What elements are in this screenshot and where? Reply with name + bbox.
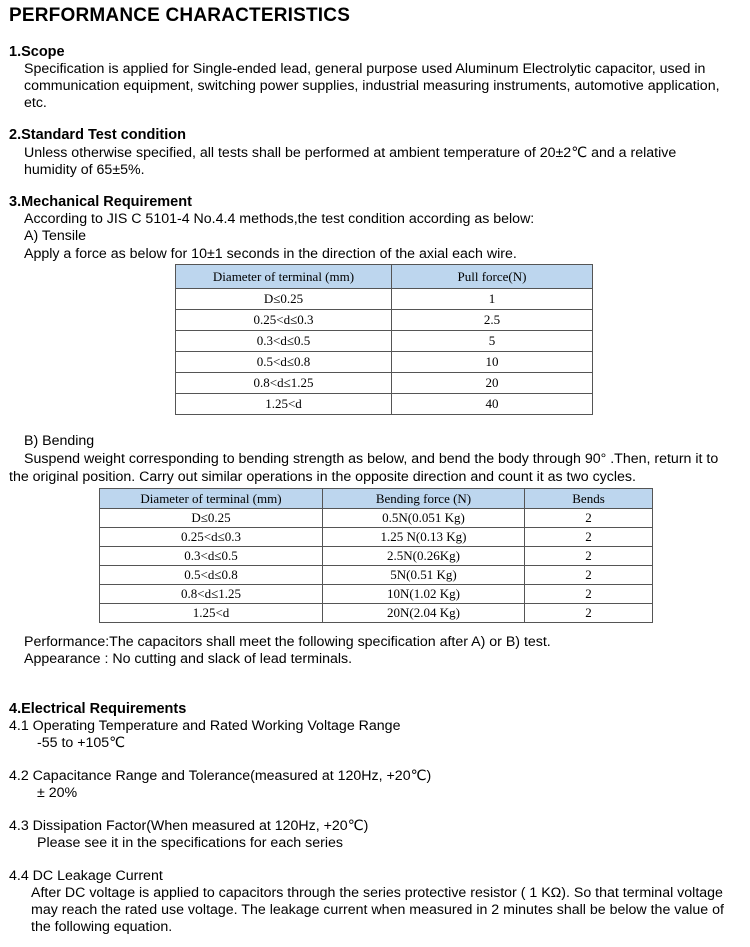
table-cell: 0.3<d≤0.5 [176, 331, 392, 352]
table-cell: 0.3<d≤0.5 [100, 547, 323, 566]
capacitance-value: ± 20% [37, 785, 78, 801]
table-row [100, 604, 653, 623]
table-row [176, 289, 593, 310]
table-row [176, 331, 593, 352]
leakage-title: 4.4 DC Leakage Current [9, 868, 163, 884]
table-cell: 2 [525, 566, 653, 585]
operating-temp-value: -55 to +105℃ [37, 735, 126, 751]
table-row [176, 394, 593, 415]
table-cell: 2 [525, 547, 653, 566]
table-cell: 40 [392, 394, 593, 415]
table-cell: 10 [392, 352, 593, 373]
table-cell: 0.5<d≤0.8 [100, 566, 323, 585]
table-cell: 0.5<d≤0.8 [176, 352, 392, 373]
leakage-text-line: the following equation. [31, 919, 173, 935]
table-row [176, 373, 593, 394]
table-row [100, 585, 653, 604]
leakage-text-line: After DC voltage is applied to capacitors through the series protective resistor ( 1 KΩ). So that terminal voltage [31, 885, 723, 901]
table-cell: D≤0.25 [176, 289, 392, 310]
test-condition-heading: 2.Standard Test condition [9, 127, 186, 143]
table-row [176, 352, 593, 373]
bending-table [99, 488, 653, 623]
bending-text-line: the original position. Carry out similar operations in the opposite direction and count it as two cycles. [9, 469, 636, 485]
bending-text-line: Suspend weight corresponding to bending strength as below, and bend the body through 90° .Then, return it to [24, 451, 719, 467]
table-header-cell: Bends [525, 489, 653, 509]
table-cell: 2.5N(0.26Kg) [323, 547, 525, 566]
page-title: PERFORMANCE CHARACTERISTICS [9, 5, 351, 26]
mechanical-intro: According to JIS C 5101-4 No.4.4 methods,the test condition according as below: [24, 211, 535, 227]
tensile-table [175, 264, 593, 415]
scope-text-line: Specification is applied for Single-ended lead, general purpose used Aluminum Electrolytic capacitor, used in [24, 61, 706, 77]
table-cell: 20 [392, 373, 593, 394]
table-cell: 1.25 N(0.13 Kg) [323, 528, 525, 547]
tensile-label: A) Tensile [24, 228, 87, 244]
test-condition-text-line: Unless otherwise specified, all tests shall be performed at ambient temperature of 20±2℃ and a relative [24, 145, 677, 161]
table-cell: 5N(0.51 Kg) [323, 566, 525, 585]
scope-text-line: communication equipment, switching power supplies, industrial measuring instruments, automotive application, [24, 78, 720, 94]
operating-temp-title: 4.1 Operating Temperature and Rated Working Voltage Range [9, 718, 401, 734]
table-row [176, 310, 593, 331]
table-header-row [100, 489, 653, 509]
table-cell: D≤0.25 [100, 509, 323, 528]
table-cell: 2 [525, 509, 653, 528]
table-header-cell: Pull force(N) [392, 265, 593, 289]
table-cell: 1.25<d [176, 394, 392, 415]
dissipation-title: 4.3 Dissipation Factor(When measured at 120Hz, +20℃) [9, 818, 369, 834]
scope-heading: 1.Scope [9, 44, 65, 60]
leakage-text-line: may reach the rated use voltage. The leakage current when measured in 2 minutes shall be below the value of [31, 902, 724, 918]
table-row [100, 528, 653, 547]
table-cell: 0.5N(0.051 Kg) [323, 509, 525, 528]
electrical-heading: 4.Electrical Requirements [9, 701, 187, 717]
table-cell: 5 [392, 331, 593, 352]
capacitance-title: 4.2 Capacitance Range and Tolerance(measured at 120Hz, +20℃) [9, 768, 432, 784]
table-header-cell: Diameter of terminal (mm) [100, 489, 323, 509]
table-row [100, 509, 653, 528]
table-header-cell: Diameter of terminal (mm) [176, 265, 392, 289]
table-header-cell: Bending force (N) [323, 489, 525, 509]
table-cell: 0.25<d≤0.3 [176, 310, 392, 331]
test-condition-text-line: humidity of 65±5%. [24, 162, 145, 178]
table-cell: 0.25<d≤0.3 [100, 528, 323, 547]
bending-label: B) Bending [24, 433, 95, 449]
mechanical-heading: 3.Mechanical Requirement [9, 194, 192, 210]
table-header-row [176, 265, 593, 289]
performance-text: Performance:The capacitors shall meet the following specification after A) or B) test. [24, 634, 551, 650]
dissipation-value: Please see it in the specifications for each series [37, 835, 343, 851]
table-cell: 2 [525, 528, 653, 547]
tensile-text: Apply a force as below for 10±1 seconds in the direction of the axial each wire. [24, 246, 517, 262]
table-cell: 2.5 [392, 310, 593, 331]
table-row [100, 566, 653, 585]
table-row [100, 547, 653, 566]
table-cell: 1 [392, 289, 593, 310]
appearance-text: Appearance : No cutting and slack of lead terminals. [24, 651, 353, 667]
table-cell: 0.8<d≤1.25 [100, 585, 323, 604]
table-cell: 1.25<d [100, 604, 323, 623]
table-cell: 2 [525, 604, 653, 623]
table-cell: 0.8<d≤1.25 [176, 373, 392, 394]
table-cell: 2 [525, 585, 653, 604]
table-cell: 10N(1.02 Kg) [323, 585, 525, 604]
scope-text-line: etc. [24, 95, 47, 111]
table-cell: 20N(2.04 Kg) [323, 604, 525, 623]
